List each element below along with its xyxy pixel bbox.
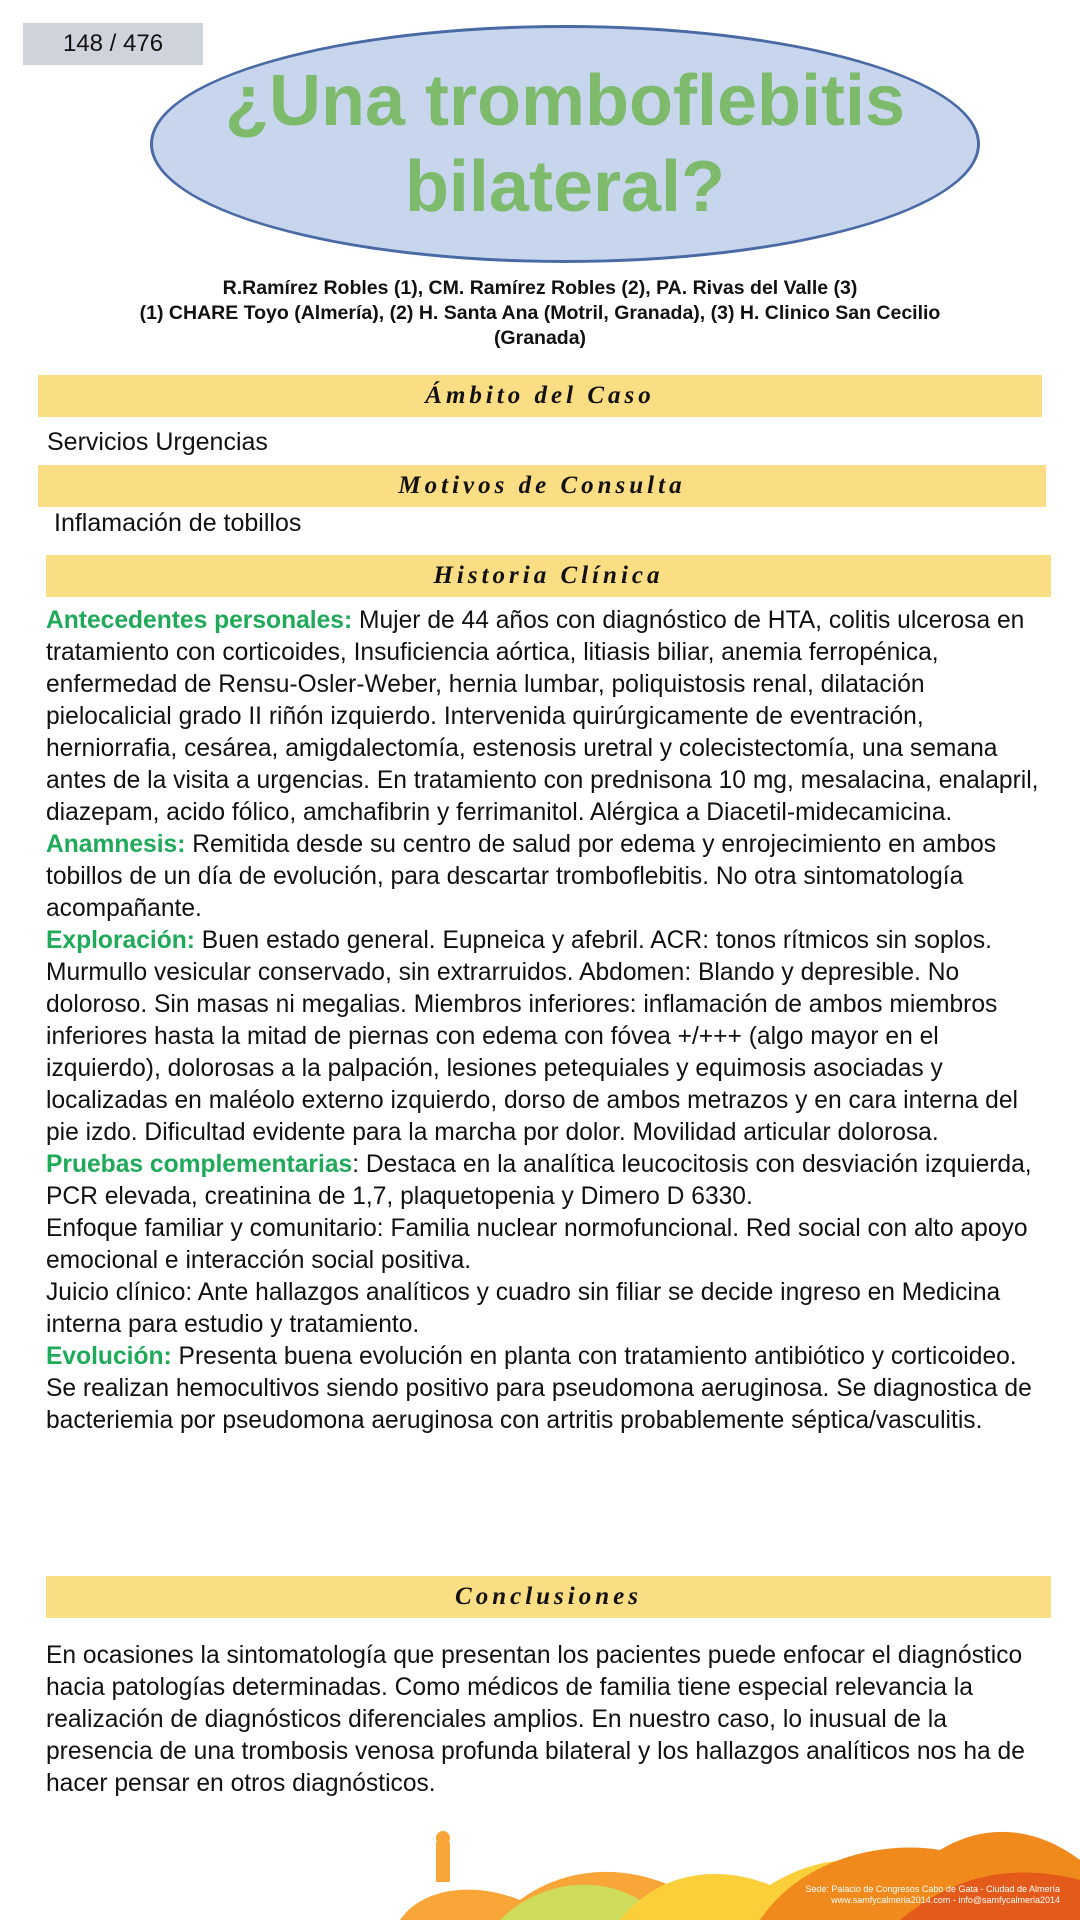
- evolucion-label: Evolución:: [46, 1343, 172, 1370]
- anamnesis-text: Remitida desde su centro de salud por edema y enrojecimiento en ambos tobillos de un día de evolución, para descartar tromboflebitis. No otra sintomatología acompañante.: [46, 831, 997, 922]
- conclusiones-text: En ocasiones la sintomatología que presentan los pacientes puede enfocar el diagnóstico hacia patologías determinadas. Como médicos de familia tiene especial relevancia la realización de diagnósticos diferenciales amplios. En nuestro caso, lo inusual de la presencia de una trombosis venosa profunda bilateral y los hallazgos analíticos nos ha de hacer pensar en otros diagnósticos.: [46, 1642, 1025, 1797]
- affiliations-line: (1) CHARE Toyo (Almería), (2) H. Santa Ana (Motril, Granada), (3) H. Clinico San Cecilio: [139, 302, 941, 324]
- page-title: ¿Una tromboflebitis bilateral?: [225, 61, 905, 227]
- section-heading-motivos: Motivos de Consulta: [38, 465, 1046, 507]
- affiliations-line-cont: (Granada): [493, 327, 587, 349]
- anamnesis-label: Anamnesis:: [46, 831, 186, 858]
- antecedentes-paragraph: [46, 605, 1046, 829]
- footer-venue: Sede: Palacio de Congresos Cabo de Gata - Ciudad de Almería: [805, 1884, 1060, 1894]
- juicio-paragraph: Juicio clínico: Ante hallazgos analíticos y cuadro sin filiar se decide ingreso en Medicina interna para estudio y tratamiento.: [46, 1279, 1001, 1338]
- title-ellipse: [150, 25, 980, 263]
- authors-block: [90, 276, 990, 351]
- section-heading-ambito: Ámbito del Caso: [38, 375, 1042, 417]
- antecedentes-text: Mujer de 44 años con diagnóstico de HTA, colitis ulcerosa en tratamiento con corticoides, Insuficiencia aórtica, litiasis biliar, anemia ferropénica, enfermedad de Rensu-Osler-Weber, hernia lumbar, poliquistosis renal, dilatación pielocalicial grado II riñón izquierdo. Intervenida quirúrgicamente de eventración, herniorrafia, cesárea, amigdalectomía, estenosis uretral y colecistectomía, una semana antes de la visita a urgencias. En tratamiento con prednisona 10 mg, mesalacina, enalapril, diazepam, acido fólico, amchafibrin y ferrimanitol. Alérgica a Diacetil-midecamicina.: [46, 607, 1039, 826]
- pruebas-label: Pruebas complementarias: [46, 1151, 353, 1178]
- pruebas-text: : Destaca en la analítica leucocitosis con desviación izquierda, PCR elevada, creatinina de 1,7, plaquetopenia y Dimero D 6330.: [46, 1151, 1032, 1210]
- lighthouse-top-icon: [436, 1831, 450, 1845]
- page-counter: 148 / 476: [23, 23, 203, 65]
- ambito-text: Servicios Urgencias: [47, 428, 268, 456]
- lighthouse-icon: [436, 1842, 450, 1882]
- evolucion-text: Presenta buena evolución en planta con tratamiento antibiótico y corticoideo. Se realizan hemocultivos siendo positivo para pseudomona aeruginosa. Se diagnostica de bacteriemia por pseudomona aeruginosa con artritis probablemente séptica/vasculitis.: [46, 1343, 1032, 1434]
- exploracion-paragraph: [46, 925, 1046, 1149]
- motivos-text: Inflamación de tobillos: [54, 509, 302, 537]
- exploracion-label: Exploración:: [46, 927, 195, 954]
- footer-note: [805, 1884, 1060, 1906]
- section-heading-conclusiones: Conclusiones: [46, 1576, 1051, 1618]
- exploracion-text: Buen estado general. Eupneica y afebril. ACR: tonos rítmicos sin soplos. Murmullo vesicular conservado, sin extrarruidos. Abdomen: Blando y depresible. No doloroso. Sin masas ni megalias. Miembros inferiores: inflamación de ambos miembros inferiores hasta la mitad de piernas con edema con fóvea +/+++ (algo mayor en el izquierdo), dolorosas a la palpación, lesiones petequiales y equimosis asociadas y localizadas en maléolo externo izquierdo, dorso de ambos metrazos y en cara interna del pie izdo. Dificultad evidente para la marcha por dolor. Movilidad articular dolorosa.: [46, 927, 1018, 1146]
- historia-clinica-body: [46, 605, 1046, 1437]
- antecedentes-label: Antecedentes personales:: [46, 607, 353, 634]
- pruebas-paragraph: [46, 1149, 1046, 1213]
- section-heading-historia: Historia Clínica: [46, 555, 1051, 597]
- footer-website: www.samfycalmeria2014.com - info@samfycalmeria2014: [831, 1895, 1060, 1905]
- anamnesis-paragraph: [46, 829, 1046, 925]
- evolucion-paragraph: [46, 1341, 1046, 1437]
- authors-line: R.Ramírez Robles (1), CM. Ramírez Robles (2), PA. Rivas del Valle (3): [222, 277, 858, 299]
- enfoque-paragraph: Enfoque familiar y comunitario: Familia nuclear normofuncional. Red social con alto apoyo emocional e interacción social positiva.: [46, 1215, 1028, 1274]
